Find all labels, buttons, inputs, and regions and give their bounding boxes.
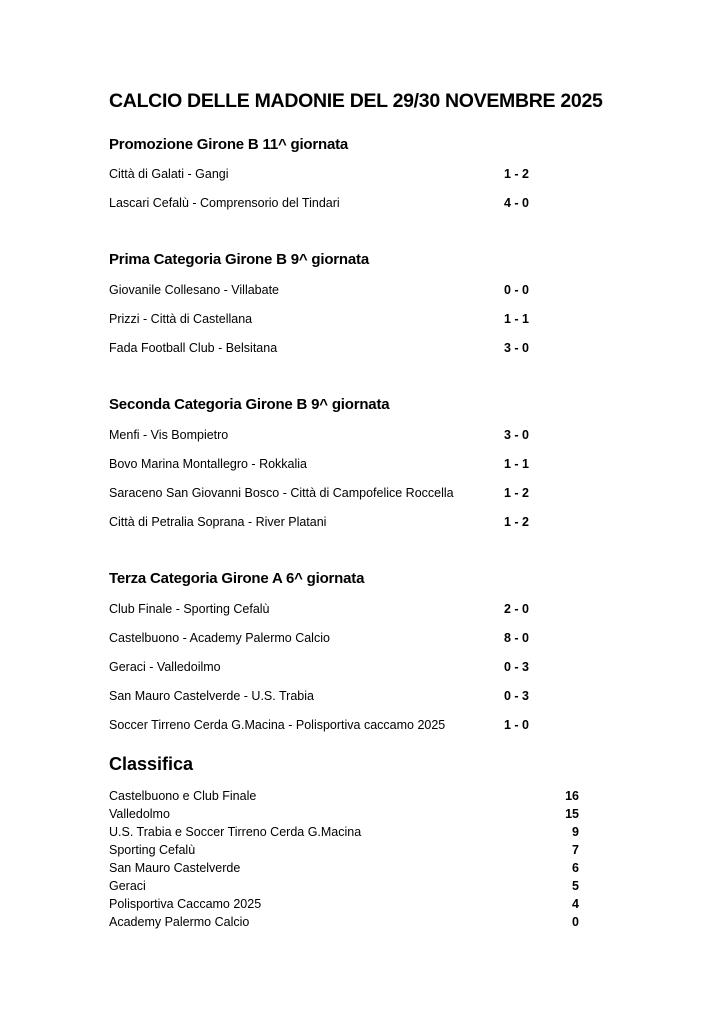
standing-team: Valledolmo bbox=[109, 807, 170, 821]
match-score: 3 - 0 bbox=[504, 341, 530, 355]
standing-team: U.S. Trabia e Soccer Tirreno Cerda G.Macina bbox=[109, 825, 362, 839]
section-title-prima-categoria: Prima Categoria Girone B 9^ giornata bbox=[109, 251, 369, 268]
match-row bbox=[109, 660, 549, 678]
standing-points: 0 bbox=[572, 915, 579, 929]
match-teams: Club Finale - Sporting Cefalù bbox=[109, 602, 270, 616]
match-teams: Geraci - Valledoilmo bbox=[109, 660, 221, 674]
match-score: 1 - 2 bbox=[504, 486, 530, 500]
standing-points: 5 bbox=[572, 879, 579, 893]
match-score: 8 - 0 bbox=[504, 631, 530, 645]
standing-row bbox=[109, 861, 579, 879]
match-row bbox=[109, 457, 549, 475]
match-teams: Menfi - Vis Bompietro bbox=[109, 428, 229, 442]
match-teams: Lascari Cefalù - Comprensorio del Tindari bbox=[109, 196, 340, 210]
standing-row bbox=[109, 897, 579, 915]
match-score: 1 - 0 bbox=[504, 718, 530, 732]
match-teams: Giovanile Collesano - Villabate bbox=[109, 283, 280, 297]
match-score: 0 - 0 bbox=[504, 283, 530, 297]
match-teams: Città di Petralia Soprana - River Platani bbox=[109, 515, 327, 529]
section-title-seconda-categoria: Seconda Categoria Girone B 9^ giornata bbox=[109, 396, 390, 413]
standing-team: Polisportiva Caccamo 2025 bbox=[109, 897, 262, 911]
match-row bbox=[109, 515, 549, 533]
match-row bbox=[109, 341, 549, 359]
standing-row bbox=[109, 915, 579, 933]
standing-team: Sporting Cefalù bbox=[109, 843, 196, 857]
match-teams: Città di Galati - Gangi bbox=[109, 167, 229, 181]
match-teams: Fada Football Club - Belsitana bbox=[109, 341, 278, 355]
match-row bbox=[109, 196, 549, 214]
match-teams: Bovo Marina Montallegro - Rokkalia bbox=[109, 457, 308, 471]
match-teams: Soccer Tirreno Cerda G.Macina - Polisportiva caccamo 2025 bbox=[109, 718, 446, 732]
match-score: 1 - 1 bbox=[504, 457, 530, 471]
match-score: 1 - 1 bbox=[504, 312, 530, 326]
match-score: 1 - 2 bbox=[504, 167, 530, 181]
standing-team: San Mauro Castelverde bbox=[109, 861, 241, 875]
match-teams: Castelbuono - Academy Palermo Calcio bbox=[109, 631, 330, 645]
match-row bbox=[109, 312, 549, 330]
standing-row bbox=[109, 843, 579, 861]
standing-points: 9 bbox=[572, 825, 579, 839]
match-row bbox=[109, 718, 549, 736]
match-row bbox=[109, 602, 549, 620]
standing-team: Geraci bbox=[109, 879, 146, 893]
standing-points: 6 bbox=[572, 861, 579, 875]
match-teams: Prizzi - Città di Castellana bbox=[109, 312, 253, 326]
standing-points: 15 bbox=[565, 807, 579, 821]
match-row bbox=[109, 631, 549, 649]
match-score: 0 - 3 bbox=[504, 689, 530, 703]
match-score: 4 - 0 bbox=[504, 196, 530, 210]
match-score: 0 - 3 bbox=[504, 660, 530, 674]
standing-row bbox=[109, 879, 579, 897]
match-row bbox=[109, 283, 549, 301]
match-row bbox=[109, 486, 549, 504]
match-score: 3 - 0 bbox=[504, 428, 530, 442]
section-title-terza-categoria: Terza Categoria Girone A 6^ giornata bbox=[109, 570, 365, 587]
standings-title: Classifica bbox=[109, 754, 194, 774]
match-score: 1 - 2 bbox=[504, 515, 530, 529]
standing-team: Academy Palermo Calcio bbox=[109, 915, 250, 929]
standing-points: 4 bbox=[572, 897, 579, 911]
page-title: CALCIO DELLE MADONIE DEL 29/30 NOVEMBRE 2025 bbox=[109, 90, 603, 112]
standing-row bbox=[109, 807, 579, 825]
match-row bbox=[109, 689, 549, 707]
standing-row bbox=[109, 825, 579, 843]
match-teams: San Mauro Castelverde - U.S. Trabia bbox=[109, 689, 314, 703]
standing-points: 16 bbox=[565, 789, 579, 803]
match-row bbox=[109, 428, 549, 446]
match-row bbox=[109, 167, 549, 185]
match-teams: Saraceno San Giovanni Bosco - Città di Campofelice Roccella bbox=[109, 486, 454, 500]
match-score: 2 - 0 bbox=[504, 602, 530, 616]
standing-points: 7 bbox=[572, 843, 579, 857]
standing-row bbox=[109, 789, 579, 807]
section-title-promozione: Promozione Girone B 11^ giornata bbox=[109, 136, 349, 153]
standing-team: Castelbuono e Club Finale bbox=[109, 789, 257, 803]
